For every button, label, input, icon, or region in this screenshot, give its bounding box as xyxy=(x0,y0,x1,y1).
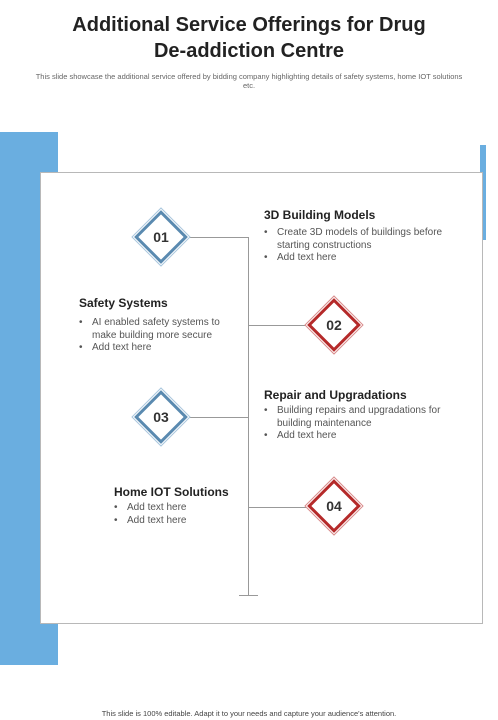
connector-04 xyxy=(248,507,306,508)
heading-home-iot-solutions: Home IOT Solutions xyxy=(114,485,229,499)
page-subtitle: This slide showcase the additional service offered by bidding company highlighting details of safety systems, home IOT solutions etc. xyxy=(35,72,463,90)
bullet-item: • Add text here xyxy=(264,430,444,443)
number-01: 01 xyxy=(153,229,169,245)
heading-safety-systems: Safety Systems xyxy=(79,296,168,310)
bullet-item: • Create 3D models of buildings before starting constructions xyxy=(264,227,444,252)
number-04: 04 xyxy=(326,498,342,514)
content-card xyxy=(40,172,483,624)
bullet-item: • Add text here xyxy=(114,515,244,528)
bullets-home-iot-solutions xyxy=(114,502,244,527)
bullet-item: • Add text here xyxy=(79,342,244,355)
bullets-3d-building-models xyxy=(264,227,444,265)
bullet-item: • Add text here xyxy=(114,502,244,515)
bullets-repair-upgradations xyxy=(264,405,444,443)
page-title xyxy=(0,12,498,64)
title-line-1: Additional Service Offerings for Drug xyxy=(72,14,426,36)
heading-repair-upgradations: Repair and Upgradations xyxy=(264,388,407,402)
bullets-safety-systems xyxy=(79,317,244,355)
timeline-base xyxy=(239,595,258,596)
number-02: 02 xyxy=(326,317,342,333)
connector-02 xyxy=(248,325,306,326)
footer-note: This slide is 100% editable. Adapt it to your needs and capture your audience's attention. xyxy=(101,709,397,718)
bullet-item: • Add text here xyxy=(264,252,444,265)
timeline-spine xyxy=(248,237,249,595)
bullet-item: • AI enabled safety systems to make building more secure xyxy=(79,317,244,342)
number-03: 03 xyxy=(153,409,169,425)
heading-3d-building-models: 3D Building Models xyxy=(264,208,376,222)
connector-03 xyxy=(189,417,249,418)
connector-01 xyxy=(189,237,249,238)
bullet-item: • Building repairs and upgradations for building maintenance xyxy=(264,405,444,430)
title-line-2: De-addiction Centre xyxy=(153,40,345,62)
